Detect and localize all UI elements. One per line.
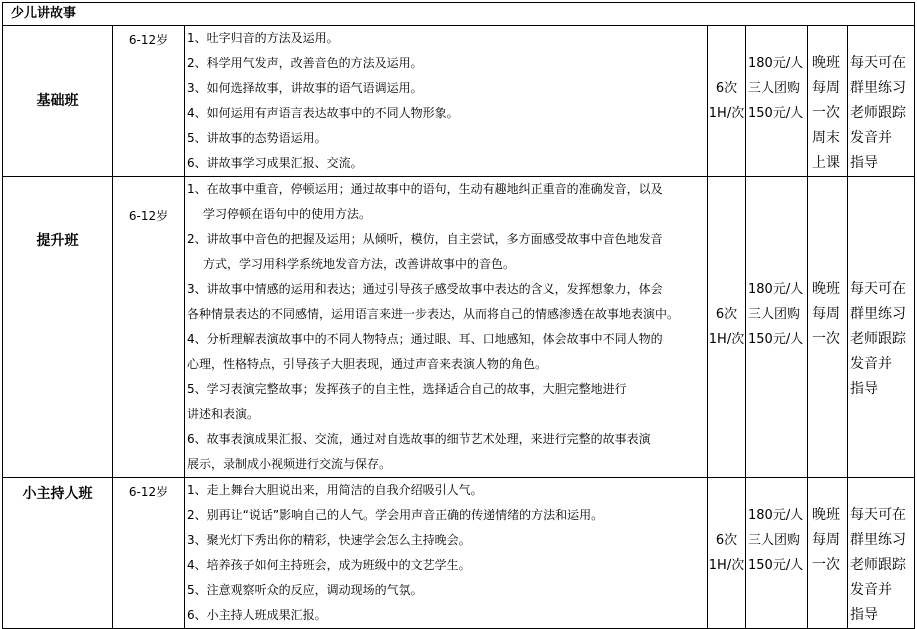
schedule-line: 晚班 bbox=[812, 281, 840, 297]
schedule-line: 一次 bbox=[812, 331, 840, 347]
content-line: 2、科学用气发声，改善音色的方法及运用。 bbox=[187, 56, 423, 70]
content-line: 4、如何运用有声语言表达故事中的不同人物形象。 bbox=[187, 106, 459, 120]
class-name: 基础班 bbox=[3, 26, 113, 177]
price-line: 180元/人 bbox=[748, 56, 804, 71]
schedule-line: 每周 bbox=[812, 532, 840, 548]
schedule-line: 一次 bbox=[812, 557, 840, 573]
course-content bbox=[185, 26, 708, 177]
schedule-line: 晚班 bbox=[812, 507, 840, 523]
practice-info bbox=[848, 478, 915, 629]
practice-line: 发音并 bbox=[850, 130, 892, 146]
content-line: 6、小主持人班成果汇报。 bbox=[187, 608, 327, 622]
content-line: 1、在故事中重音，停顿运用；通过故事中的语句，生动有趣地纠正重音的准确发音，以及 bbox=[187, 182, 663, 196]
practice-line: 老师跟踪 bbox=[850, 331, 906, 347]
price-line: 三人团购 bbox=[748, 307, 801, 322]
title-row bbox=[3, 3, 915, 26]
price-info bbox=[746, 478, 808, 629]
session-frequency bbox=[708, 478, 746, 629]
price-line: 150元/人 bbox=[748, 558, 804, 573]
practice-line: 群里练习 bbox=[850, 80, 906, 96]
price-info bbox=[746, 26, 808, 177]
price-line: 150元/人 bbox=[748, 332, 804, 347]
content-line: 2、别再让“说话”影响自己的人气。学会用声音正确的传递情绪的方法和运用。 bbox=[187, 508, 604, 522]
schedule-line: 晚班 bbox=[812, 55, 840, 71]
frequency-line: 6次 bbox=[715, 81, 738, 96]
schedule-info bbox=[808, 478, 848, 629]
content-line: 3、聚光灯下秀出你的精彩，快速学会怎么主持晚会。 bbox=[187, 533, 471, 547]
content-line: 1、走上舞台大胆说出来，用简洁的自我介绍吸引人气。 bbox=[187, 483, 483, 497]
practice-line: 指导 bbox=[850, 381, 878, 397]
practice-line: 发音并 bbox=[850, 356, 892, 372]
class-name: 提升班 bbox=[3, 177, 113, 478]
content-line: 学习停顿在语句中的使用方法。 bbox=[203, 207, 372, 221]
content-line: 5、学习表演完整故事；发挥孩子的自主性，选择适合自己的故事，大胆完整地进行 bbox=[187, 382, 627, 396]
session-frequency bbox=[708, 177, 746, 478]
schedule-info bbox=[808, 177, 848, 478]
practice-line: 指导 bbox=[850, 607, 878, 623]
schedule-line: 每周 bbox=[812, 306, 840, 322]
practice-line: 每天可在 bbox=[850, 281, 906, 297]
schedule-info bbox=[808, 26, 848, 177]
age-range: 6-12岁 bbox=[113, 478, 185, 629]
frequency-line: 1H/次 bbox=[708, 106, 745, 121]
content-line: 2、讲故事中音色的把握及运用；从倾听，模仿，自主尝试，多方面感受故事中音色地发音 bbox=[187, 232, 663, 246]
content-line: 展示，录制成小视频进行交流与保存。 bbox=[187, 457, 392, 471]
content-line: 5、注意观察听众的反应，调动现场的气氛。 bbox=[187, 583, 423, 597]
schedule-line: 周末 bbox=[812, 130, 840, 146]
schedule-line: 一次 bbox=[812, 105, 840, 121]
practice-line: 每天可在 bbox=[850, 507, 906, 523]
age-range: 6-12岁 bbox=[113, 177, 185, 478]
price-line: 三人团购 bbox=[748, 81, 801, 96]
price-line: 180元/人 bbox=[748, 282, 804, 297]
practice-info bbox=[848, 177, 915, 478]
class-row-host bbox=[3, 478, 915, 629]
session-frequency bbox=[708, 26, 746, 177]
class-name: 小主持人班 bbox=[3, 478, 113, 629]
content-line: 3、讲故事中情感的运用和表达；通过引导孩子感受故事中表达的含义，发挥想象力，体会 bbox=[187, 282, 663, 296]
practice-line: 群里练习 bbox=[850, 532, 906, 548]
practice-line: 老师跟踪 bbox=[850, 105, 906, 121]
practice-line: 发音并 bbox=[850, 582, 892, 598]
price-line: 180元/人 bbox=[748, 508, 804, 523]
course-content bbox=[185, 177, 708, 478]
practice-info bbox=[848, 26, 915, 177]
price-info bbox=[746, 177, 808, 478]
content-line: 讲述和表演。 bbox=[187, 407, 260, 421]
practice-line: 指导 bbox=[850, 155, 878, 171]
content-line: 5、讲故事的态势语运用。 bbox=[187, 131, 327, 145]
course-content bbox=[185, 478, 708, 629]
content-line: 1、吐字归音的方法及运用。 bbox=[187, 31, 339, 45]
schedule-line: 每周 bbox=[812, 80, 840, 96]
class-row-basic bbox=[3, 26, 915, 177]
practice-line: 老师跟踪 bbox=[850, 557, 906, 573]
content-line: 6、讲故事学习成果汇报、交流。 bbox=[187, 156, 363, 170]
age-range: 6-12岁 bbox=[113, 26, 185, 177]
frequency-line: 1H/次 bbox=[708, 332, 745, 347]
frequency-line: 6次 bbox=[715, 533, 738, 548]
practice-line: 群里练习 bbox=[850, 306, 906, 322]
frequency-line: 1H/次 bbox=[708, 558, 745, 573]
content-line: 6、故事表演成果汇报、交流，通过对自选故事的细节艺术处理，来进行完整的故事表演 bbox=[187, 432, 651, 446]
sheet-title: 少儿讲故事 bbox=[3, 3, 915, 26]
class-row-advanced bbox=[3, 177, 915, 478]
content-line: 各种情景表达的不同感情，运用语言来进一步表达，从而将自己的情感渗透在故事地表演中。 bbox=[187, 307, 680, 321]
content-line: 方式，学习用科学系统地发音方法，改善讲故事中的音色。 bbox=[203, 257, 516, 271]
schedule-line: 上课 bbox=[812, 155, 840, 171]
course-table bbox=[2, 2, 915, 629]
content-line: 心理，性格特点，引导孩子大胆表现，通过声音来表演人物的角色。 bbox=[187, 357, 548, 371]
practice-line: 每天可在 bbox=[850, 55, 906, 71]
price-line: 150元/人 bbox=[748, 106, 804, 121]
price-line: 三人团购 bbox=[748, 533, 801, 548]
content-line: 3、如何选择故事，讲故事的语气语调运用。 bbox=[187, 81, 423, 95]
content-line: 4、培养孩子如何主持班会，成为班级中的文艺学生。 bbox=[187, 558, 471, 572]
content-line: 4、分析理解表演故事中的不同人物特点；通过眼、耳、口地感知，体会故事中不同人物的 bbox=[187, 332, 663, 346]
frequency-line: 6次 bbox=[715, 307, 738, 322]
